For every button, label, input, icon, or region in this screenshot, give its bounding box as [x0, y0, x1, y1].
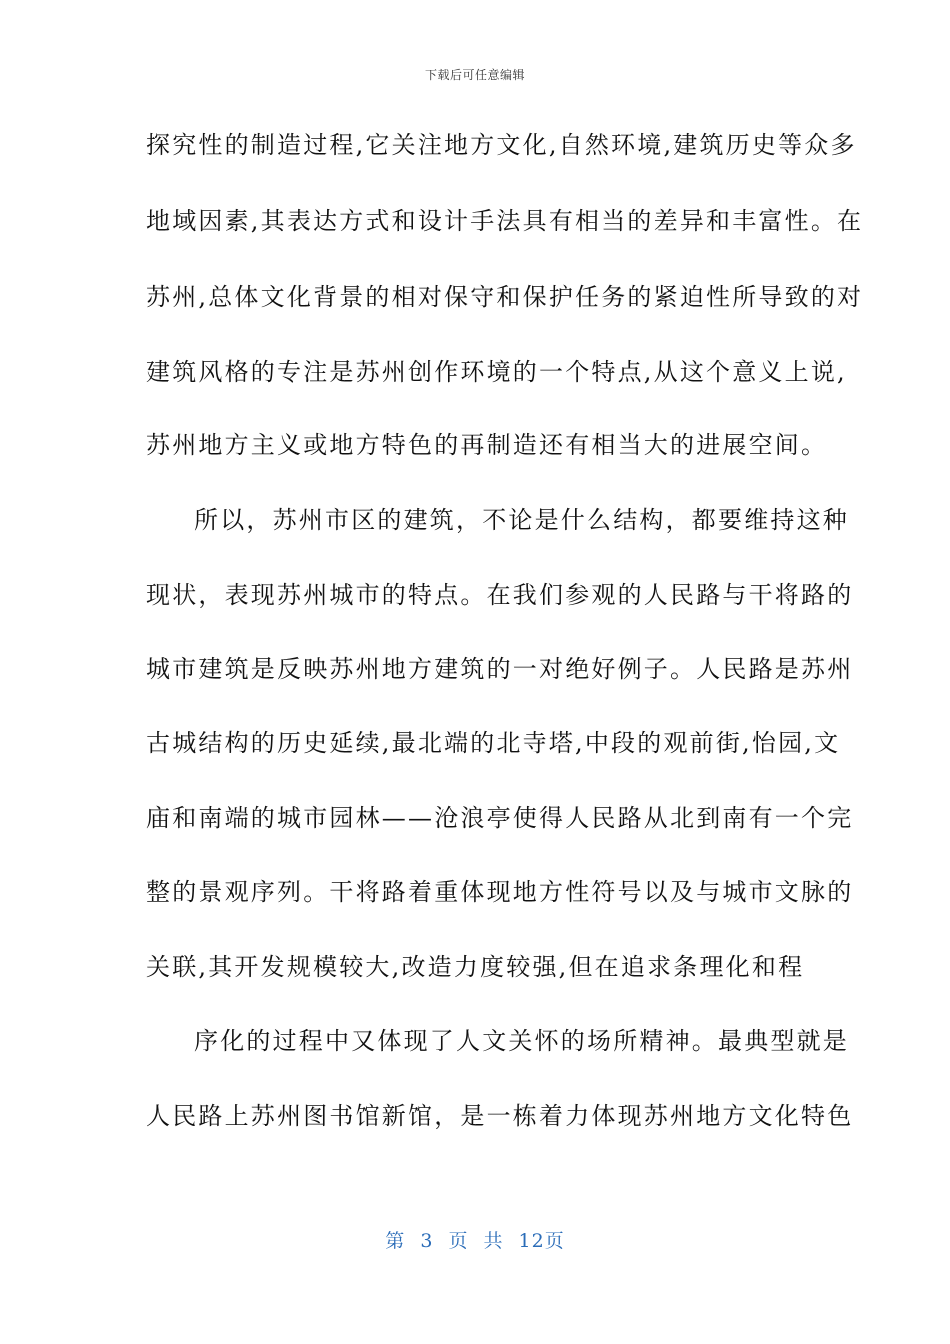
body-line-13: 序化的过程中又体现了人文关怀的场所精神。最典型就是 [194, 1027, 849, 1055]
body-line-1: 探究性的制造过程,它关注地方文化,自然环境,建筑历史等众多 [146, 131, 857, 159]
page-number-footer: 第 3 页 共 12页 [385, 1230, 565, 1252]
body-line-11: 整的景观序列。干将路着重体现地方性符号以及与城市文脉的 [146, 878, 854, 906]
body-line-8: 城市建筑是反映苏州地方建筑的一对绝好例子。人民路是苏州 [146, 655, 854, 683]
body-line-3: 苏州,总体文化背景的相对保守和保护任务的紧迫性所导致的对 [146, 283, 864, 311]
body-line-5: 苏州地方主义或地方特色的再制造还有相当大的进展空间。 [146, 431, 828, 459]
body-line-9: 古城结构的历史延续,最北端的北寺塔,中段的观前街,怡园,文 [146, 729, 841, 757]
page-header-note: 下载后可任意编辑 [424, 68, 525, 82]
body-line-7: 现状，表现苏州城市的特点。在我们参观的人民路与干将路的 [146, 581, 854, 609]
body-line-14: 人民路上苏州图书馆新馆，是一栋着力体现苏州地方文化特色 [146, 1102, 854, 1130]
body-line-4: 建筑风格的专注是苏州创作环境的一个特点,从这个意义上说, [146, 358, 847, 386]
body-line-12: 关联,其开发规模较大,改造力度较强,但在追求条理化和程 [146, 953, 805, 981]
body-line-10: 庙和南端的城市园林——沧浪亭使得人民路从北到南有一个完 [146, 804, 854, 832]
body-line-2: 地域因素,其表达方式和设计手法具有相当的差异和丰富性。在 [146, 207, 864, 235]
body-line-6: 所以，苏州市区的建筑，不论是什么结构，都要维持这种 [194, 506, 849, 534]
